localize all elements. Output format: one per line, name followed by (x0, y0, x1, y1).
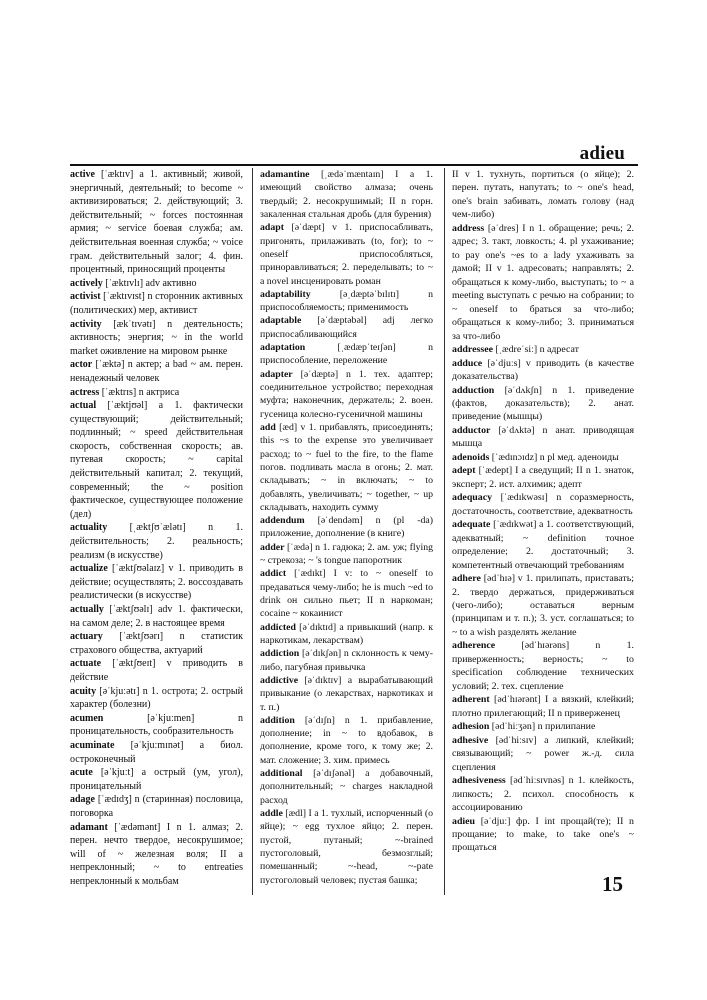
dictionary-entry (260, 314, 433, 341)
entry-definition: [ˈæktrɪs] n актриса (99, 386, 180, 398)
dictionary-entry (452, 518, 634, 572)
entry-headword: adapt (260, 222, 284, 234)
entry-definition: [ədˈhɪərənt] I a вязкий, клейкий; плотно прилегающий; II n приверженец (452, 694, 634, 719)
dictionary-entry (452, 464, 634, 491)
entry-headword: addiction (260, 648, 300, 660)
dictionary-entry (260, 421, 433, 514)
entry-definition: [ædl] I a 1. тухлый, испорченный (о яйце); ~ egg тухлое яйцо; 2. перен. пустой, путаный; ~-brained пустоголовый, безмозглый; помешанный; ~-head, ~-pate пустоголовый человек; пустая башка; (260, 808, 433, 886)
entry-headword: actually (70, 604, 104, 615)
dictionary-entry (260, 221, 433, 288)
entry-definition: [ˌædæpˈteɪʃən] n приспособление, переложение (260, 342, 433, 367)
entry-definition: [ˈædɪkwəsɪ] n соразмерность, достаточность, соответствие, адекватность (452, 492, 634, 517)
header-rule (70, 164, 638, 166)
entry-headword: adage (70, 794, 95, 806)
entry-headword: address (452, 222, 485, 234)
entry-headword: addictive (260, 674, 299, 686)
entry-definition: [əˈdæptə] n 1. тех. адаптер; соединительное устройство; переходная муфта; наконечник, держатель; 2. воен. гусеница колесно-гусеничной машины (260, 368, 433, 420)
dictionary-entry (260, 341, 433, 368)
dictionary-entry (70, 318, 243, 359)
entry-headword: acute (70, 767, 93, 779)
entry-headword: adhesiveness (452, 775, 506, 787)
dictionary-entry (260, 567, 433, 620)
entry-definition: [əˈkjuːmɪnət] a биол. остроконечный (70, 739, 243, 765)
dictionary-entry (260, 621, 433, 648)
dictionary-entry (452, 424, 634, 451)
entry-headword: adamantine (260, 169, 310, 180)
dictionary-entry (70, 399, 243, 521)
entry-definition: [əˈdæptəbəl] adj легко приспосабливающийся (260, 315, 433, 340)
entry-headword: adequate (452, 519, 491, 531)
dictionary-entry (452, 815, 634, 855)
entry-definition: [əˈdæpt] v 1. приспосабливать, пригонять, прилаживать (to, for); to ~ oneself приспособляться, приноравливаться; 2. переделывать; to ~ a novel инсценировать роман (260, 222, 433, 287)
entry-definition: [ˌædəˈmæntaɪn] I a 1. имеющий свойство алмаза; очень твердый; 2. несокрушимый; II n горн. закаленная стальная дробь (для бурения) (260, 169, 433, 220)
dictionary-entry (70, 630, 243, 657)
entry-headword: activity (70, 318, 102, 330)
entry-definition: [əˈdɪkʃən] n склонность к чему-либо, пагубная привычка (260, 648, 433, 673)
entry-headword: addle (260, 808, 283, 819)
entry-headword: addicted (260, 621, 296, 633)
dictionary-entry (70, 739, 243, 766)
dictionary-entry (452, 222, 634, 343)
entry-definition: [əˌdæptəˈbɪlɪtɪ] n приспособляемость; применимость (260, 288, 433, 314)
entry-headword: actualize (70, 563, 108, 575)
entry-definition: [ˈæktɪvɪst] n сторонник активных (политических) мер, активист (70, 291, 243, 316)
entry-definition: [æd] v 1. прибавлять, присоединять; this ~s to the expense это увеличивает расход; to ~ fuel to the fire, to the flame погов. подливать масла в огонь; 2. мат. складывать; ~ in включать; ~ to добавлять, увеличивать; ~ together, ~ up складывать, находить сумму (260, 421, 433, 513)
dictionary-entry (260, 767, 433, 807)
entry-definition: [ækˈtɪvətɪ] n деятельность; активность; энергия; ~ in the world market оживление на мировом рынке (70, 318, 243, 357)
entry-definition: [əˈdjuːs] v приводить (в качестве доказательства) (452, 357, 634, 383)
entry-definition: [əˈdɪʃn] n 1. прибавление, дополнение; in ~ to вдобавок, в дополнение, кроме того, к тому же; 2. мат. сложение; 3. хим. примесь (260, 714, 433, 766)
entry-headword: actuality (70, 522, 108, 534)
entry-definition: [ˌædreˈsiː] n адресат (492, 344, 579, 356)
entry-headword: actress (70, 386, 100, 398)
dictionary-entry (452, 384, 634, 424)
entry-headword: adept (452, 465, 476, 477)
entry-definition: [ˈæktɪv] a 1. активный; живой, энергичный, деятельный; to become ~ активизироваться; 2. действующий; 3. действительный; ~ forces постоянная армия; ~ service боевая служба; ам. действительная военная служба; ~ voice грам. действительный залог; 4. фин. процентный, приносящий проценты (70, 169, 243, 276)
dictionary-entry (70, 685, 243, 712)
entry-definition: [əˈkjuːmen] n проницательность, сообразительность (70, 712, 243, 738)
entry-definition: [ˈæktjʊəl] a 1. фактически существующий; действительный; подлинный; ~ speed действительная скорость, собственная скорость; ав. путевая скорость; ~ capital действительный капитал; 2. текущий, современный; the ~ position фактическое, существующее положение (дел) (70, 400, 243, 520)
entry-definition: [ədˈhɪə] v 1. прилипать, приставать; 2. твердо держаться, придерживаться (чего-либо); оставаться верным (принципам и т. п.); 3. уст. соглашаться; to ~ to a wish разделять желание (452, 573, 634, 638)
dictionary-entry (452, 572, 634, 639)
dictionary-entry (70, 521, 243, 562)
entry-definition: [ˈædɪdʒ] n (старинная) пословица, поговорка (70, 794, 243, 819)
dictionary-entry (70, 562, 243, 603)
entry-headword: active (70, 169, 95, 180)
entry-headword: adaptability (260, 288, 311, 300)
entry-headword: actively (70, 277, 103, 289)
dictionary-entry (260, 647, 433, 674)
dictionary-entry (70, 277, 243, 291)
entry-definition: [ˈædɪkt] I v: to ~ oneself to предаваться чему-либо; he is much ~ed to drink он сильно пьет; II n наркоман; cocaine ~ кокаинист (260, 568, 433, 620)
entry-definition: [əˈdjuː] фр. I int прощай(те); II n прощание; to make, to take one's ~ прощаться (452, 815, 634, 854)
dictionary-entry (452, 491, 634, 518)
entry-definition: [əˈdɪʃənəl] a добавочный, дополнительный; ~ charges накладной расход (260, 768, 433, 806)
entry-headword: acuminate (70, 739, 115, 751)
entry-definition: II v 1. тухнуть, портиться (о яйце); 2. перен. путать, напутать; to ~ one's head, one's brain забивать, ломать голову (над чем-либо) (452, 169, 634, 221)
entry-definition: [ədˈhiːsɪv] a липкий, клейкий; связывающий; ~ power ж.-д. сила сцепления (452, 734, 634, 773)
entry-headword: adherent (452, 694, 490, 706)
entry-headword: adhesion (452, 721, 490, 733)
entry-definition: [ˈædɪnɔɪdz] n pl мед. аденоиды (489, 451, 619, 463)
entry-headword: adapter (260, 368, 293, 380)
dictionary-entry (452, 357, 634, 384)
entry-headword: actual (70, 400, 97, 412)
entry-definition: [ˈæktʃʊərɪ] n статистик страхового общества, актуарий (70, 631, 243, 656)
dictionary-entry (452, 720, 634, 733)
entry-definition: [ˈædəmənt] I n 1. алмаз; 2. перен. нечто твердое, несокрушимое; will of ~ железная воля; II a непреклонный; ~ to entreaties непреклонный к мольбам (70, 821, 243, 887)
entry-definition: [ədˈhiːʒən] n прилипание (489, 721, 596, 733)
entry-headword: adder (260, 541, 285, 553)
entry-definition: [əˈdɪktɪd] a привыкший (напр. к наркотикам, лекарствам) (260, 621, 433, 646)
entry-definition: [ˈæktə] n актер; a bad ~ ам. перен. ненадежный человек (70, 359, 243, 384)
column-3 (452, 168, 634, 855)
column-divider (444, 168, 445, 895)
entry-definition: [ˌæktʃʊˈælətɪ] n 1. действительность; 2. реальность; реализм (в искусстве) (70, 522, 243, 561)
dictionary-entry (70, 793, 243, 820)
entry-definition: [əˈkjuːətɪ] n 1. острота; 2. острый характер (болезни) (70, 685, 243, 711)
column-1 (70, 168, 243, 888)
entry-definition: [ˈæktʃʊəlɪ] adv 1. фактически, на самом деле; 2. в настоящее время (70, 604, 243, 629)
entry-definition: [əˈdres] I n 1. обращение; речь; 2. адрес; 3. такт, ловкость; 4. pl ухаживание; to pay one's ~es to a lady ухаживать за дамой; II v 1. адресовать; направлять; 2. обращаться к кому-либо, выступать; to ~ a meeting выступать с речью на собрании; to ~ oneself to браться за что-либо; обращаться к кому-либо; 3. приниматься за что-либо (452, 222, 634, 342)
entry-headword: adenoids (452, 451, 490, 463)
entry-headword: adaptation (260, 342, 306, 354)
entry-headword: actor (70, 359, 93, 371)
entry-headword: adduction (452, 384, 495, 396)
dictionary-entry (452, 451, 634, 464)
entry-definition: [ˈæktʃʊeɪt] v приводить в действие (70, 658, 243, 683)
entry-headword: additional (260, 768, 303, 780)
column-divider (252, 168, 253, 895)
dictionary-entry (452, 774, 634, 814)
entry-headword: actuary (70, 631, 103, 643)
entry-headword: adamant (70, 821, 108, 833)
dictionary-entry (452, 734, 634, 774)
dictionary-entry (452, 693, 634, 720)
entry-definition: [əˈdɪktɪv] a вырабатывающий привыкание (о лекарствах, наркотиках и т. п.) (260, 674, 433, 713)
entry-definition: [əˈkjuːt] a острый (ум, угол), проницательный (70, 767, 243, 792)
entry-headword: adhere (452, 573, 481, 585)
entry-definition: [əˈdendəm] n (pl -da) приложение, дополнение (в книге) (260, 515, 433, 540)
entry-definition: [ədˈhiːsɪvnəs] n 1. клейкость, липкость; 2. психол. способность к ассоциированию (452, 775, 634, 814)
dictionary-entry (260, 714, 433, 767)
entry-definition: [ˈædept] I a сведущий; II n 1. знаток, эксперт; 2. ист. алхимик; адепт (452, 465, 634, 490)
dictionary-entry (70, 386, 243, 400)
entry-definition: [ˈædɪkwət] a 1. соответствующий, адекватный; ~ definition точное определение; 2. достаточный; 3. компетентный отвечающий требованиям (452, 519, 634, 571)
entry-definition: [ˈæktɪvlɪ] adv активно (102, 277, 197, 289)
entry-headword: addendum (260, 515, 305, 527)
entry-headword: adherence (452, 640, 496, 652)
entry-headword: adduce (452, 357, 483, 369)
dictionary-entry (260, 288, 433, 315)
dictionary-entry (70, 290, 243, 317)
dictionary-entry (260, 807, 433, 887)
page-number: 15 (602, 872, 623, 896)
entry-headword: addict (260, 568, 287, 580)
dictionary-entry (70, 712, 243, 739)
dictionary-entry (70, 821, 243, 889)
entry-definition: [ədˈhɪərəns] n 1. приверженность; верность; ~ to specification соблюдение технических условий; 2. тех. сцепление (452, 640, 634, 692)
entry-definition: [əˈdʌkʃn] n 1. приведение (фактов, доказательств); 2. анат. приведение (мышцы) (452, 384, 634, 423)
entry-headword: adieu (452, 815, 476, 827)
column-2 (260, 168, 433, 887)
entry-headword: addressee (452, 344, 493, 356)
entry-definition: [əˈdʌktə] n анат. приводящая мышца (452, 424, 634, 450)
entry-headword: actuate (70, 658, 102, 670)
dictionary-entry (260, 674, 433, 714)
entry-headword: addition (260, 714, 295, 726)
entry-definition: [ˈæktʃʊəlaɪz] v 1. приводить в действие; осуществлять; 2. воссоздавать реалистически (в искусстве) (70, 563, 243, 602)
dictionary-entry (452, 639, 634, 693)
entry-definition: [ˈædə] n 1. гадюка; 2. ам. уж; flying ~ стрекоза; ~ 's tongue папоротник (260, 541, 433, 567)
dictionary-entry (260, 368, 433, 421)
entry-headword: adequacy (452, 492, 493, 504)
dictionary-entry (452, 343, 634, 356)
dictionary-entry (260, 168, 433, 221)
dictionary-entry (70, 657, 243, 684)
dictionary-entry (260, 514, 433, 541)
dictionary-entry (452, 168, 634, 222)
dictionary-entry (70, 766, 243, 793)
entry-headword: acuity (70, 685, 97, 697)
dictionary-entry (70, 603, 243, 630)
running-head: adieu (579, 143, 625, 164)
entry-headword: activist (70, 291, 101, 303)
entry-headword: acumen (70, 712, 104, 724)
dictionary-entry (70, 358, 243, 385)
entry-headword: adductor (452, 424, 491, 436)
dictionary-entry (70, 168, 243, 277)
entry-headword: adaptable (260, 315, 302, 327)
dictionary-entry (260, 541, 433, 568)
entry-headword: adhesive (452, 734, 489, 746)
entry-headword: add (260, 421, 276, 433)
